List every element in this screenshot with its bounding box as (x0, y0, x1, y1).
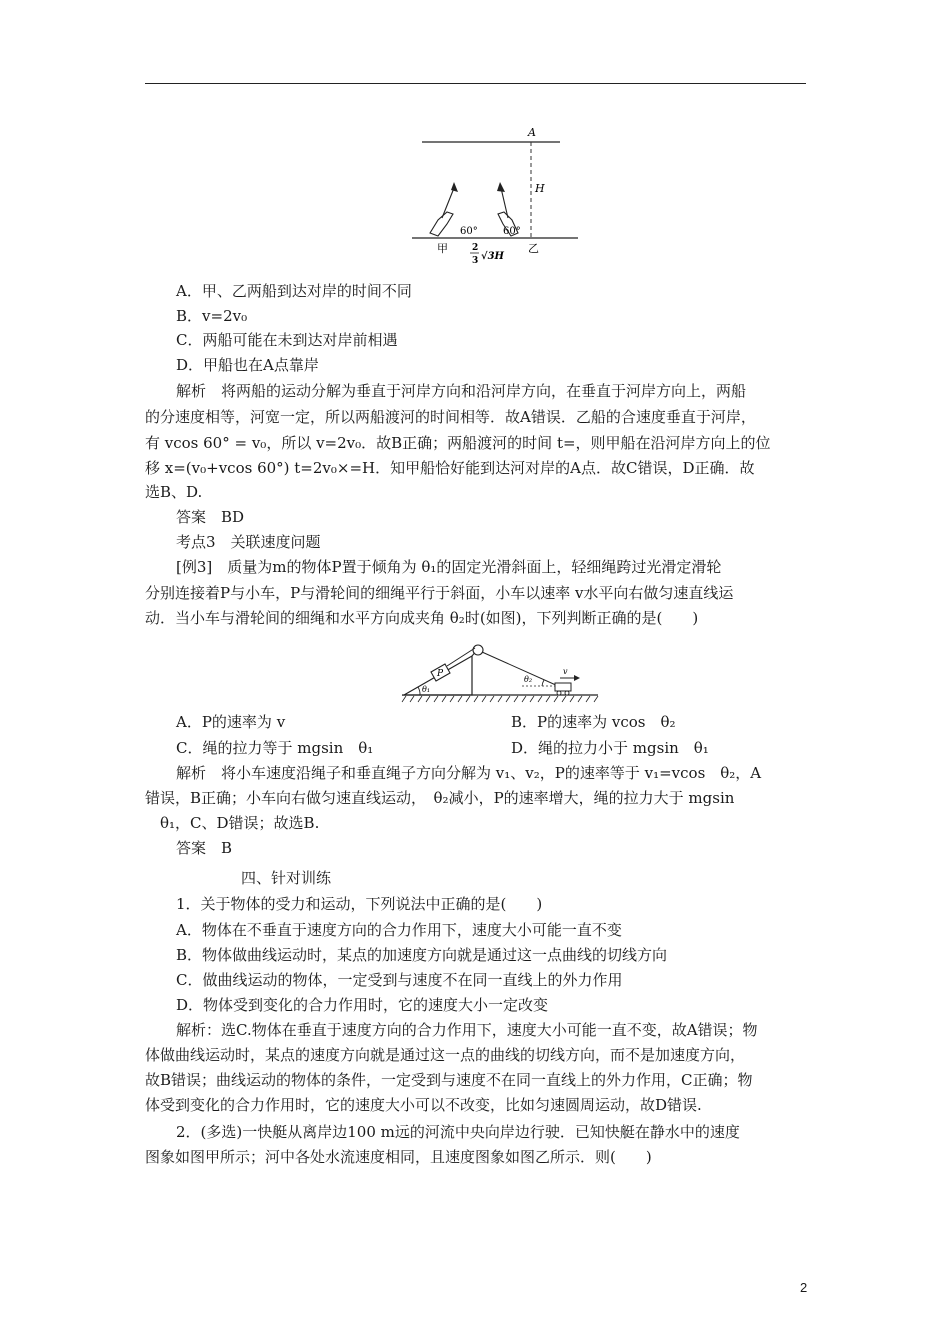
q1-option-b: B．物体做曲线运动时，某点的加速度方向就是通过这一点曲线的切线方向 (176, 946, 668, 964)
analysis3-line: 错误，B正确；小车向右做匀速直线运动， θ₂减小，P的速率增大，绳的拉力大于 mgsin (145, 789, 735, 807)
label-A: A (528, 126, 536, 139)
q1-stem: 1．关于物体的受力和运动，下列说法中正确的是( ) (176, 895, 543, 913)
analysis3-line: θ₁，C、D错误；故选B. (160, 814, 320, 832)
dist-rest: √3H (481, 251, 504, 262)
analysis-q1-line: 解析：选C.物体在垂直于速度方向的合力作用下，速度大小可能一直不变，故A错误；物 (176, 1021, 758, 1039)
ex3-option-a: A．P的速率为 v (176, 713, 286, 731)
kaodian3-heading: 考点3 关联速度问题 (176, 533, 321, 551)
label-H: H (535, 182, 545, 195)
label-theta2: θ₂ (524, 675, 533, 684)
example3-line: 动．当小车与滑轮间的细绳和水平方向成夹角 θ₂时(如图)，下列判断正确的是( ) (145, 609, 699, 627)
label-v: v (563, 667, 568, 676)
angle-left-label: 60° (460, 226, 478, 237)
q2-line: 图象如图甲所示；河中各处水流速度相同，且速度图象如图乙所示．则( ) (145, 1148, 652, 1166)
analysis-q1-line: 体受到变化的合力作用时，它的速度大小可以不改变，比如匀速圆周运动，故D错误. (145, 1096, 702, 1114)
page-number: 2 (800, 1280, 808, 1295)
pulley-icon (473, 645, 483, 655)
boat-yi-label: 乙 (528, 242, 539, 255)
analysis1-line: 的分速度相等，河宽一定，所以两船渡河的时间相等．故A错误．乙船的合速度垂直于河岸， (145, 408, 756, 426)
cart-icon (555, 683, 571, 695)
option-d: D．甲船也在A点靠岸 (176, 356, 319, 374)
section4-heading: 四、针对训练 (241, 869, 332, 887)
river-boats-figure (400, 120, 600, 270)
q1-option-a: A．物体在不垂直于速度方向的合力作用下，速度大小可能一直不变 (176, 921, 622, 939)
analysis-q1-line: 故B错误；曲线运动的物体的条件，一定受到与速度不在同一直线上的外力作用，C正确；物 (145, 1071, 753, 1089)
q2-line: 2．(多选)一快艇从离岸边100 m远的河流中央向岸边行驶．已知快艇在静水中的速度 (176, 1123, 740, 1141)
boat-jia-label: 甲 (437, 242, 448, 255)
analysis3-line: 解析 将小车速度沿绳子和垂直绳子方向分解为 v₁、v₂，P的速率等于 v₁=vcos θ₂，A (176, 764, 762, 782)
ex3-option-c: C．绳的拉力等于 mgsin θ₁ (176, 739, 374, 757)
analysis-q1-line: 体做曲线运动时，某点的速度方向就是通过这一点的曲线的切线方向，而不是加速度方向， (145, 1046, 746, 1064)
label-theta1: θ₁ (422, 685, 431, 694)
answer1: 答案 BD (176, 508, 245, 526)
ground-hatch (402, 696, 598, 702)
q1-option-c: C．做曲线运动的物体，一定受到与速度不在同一直线上的外力作用 (176, 971, 623, 989)
q1-option-d: D．物体受到变化的合力作用时，它的速度大小一定改变 (176, 996, 549, 1014)
ex3-option-b: B．P的速率为 vcos θ₂ (511, 713, 676, 731)
option-b: B．v=2v₀ (176, 307, 248, 325)
label-P: P (437, 669, 444, 679)
dist-denominator: 3 (472, 256, 479, 266)
example3-line: [例3] 质量为m的物体P置于倾角为 θ₁的固定光滑斜面上，轻细绳跨过光滑定滑轮 (176, 558, 722, 576)
analysis1-line: 移 x=(v₀+vcos 60°) t=2v₀×=H．知甲船恰好能到达河对岸的A点．故C错误，D正确．故 (145, 459, 755, 477)
answer3: 答案 B (176, 839, 233, 857)
option-c: C．两船可能在未到达对岸前相遇 (176, 331, 398, 349)
dist-numerator: 2 (472, 243, 479, 253)
left-boat-icon (430, 182, 458, 236)
ex3-option-d: D．绳的拉力小于 mgsin θ₁ (511, 739, 709, 757)
analysis1-line: 有 vcos 60° = v₀，所以 v=2v₀．故B正确；两船渡河的时间 t=，则甲船在沿河岸方向上的位 (145, 434, 771, 452)
header-rule (145, 83, 806, 84)
incline-pulley-figure (400, 642, 600, 704)
analysis1-line: 解析 将两船的运动分解为垂直于河岸方向和沿河岸方向，在垂直于河岸方向上，两船 (176, 382, 747, 400)
angle-right-label: 60° (503, 226, 521, 237)
option-a: A．甲、乙两船到达对岸的时间不同 (176, 282, 412, 300)
example3-line: 分别连接着P与小车，P与滑轮间的细绳平行于斜面，小车以速率 v水平向右做匀速直线运 (145, 584, 734, 602)
analysis1-line: 选B、D. (145, 483, 203, 501)
